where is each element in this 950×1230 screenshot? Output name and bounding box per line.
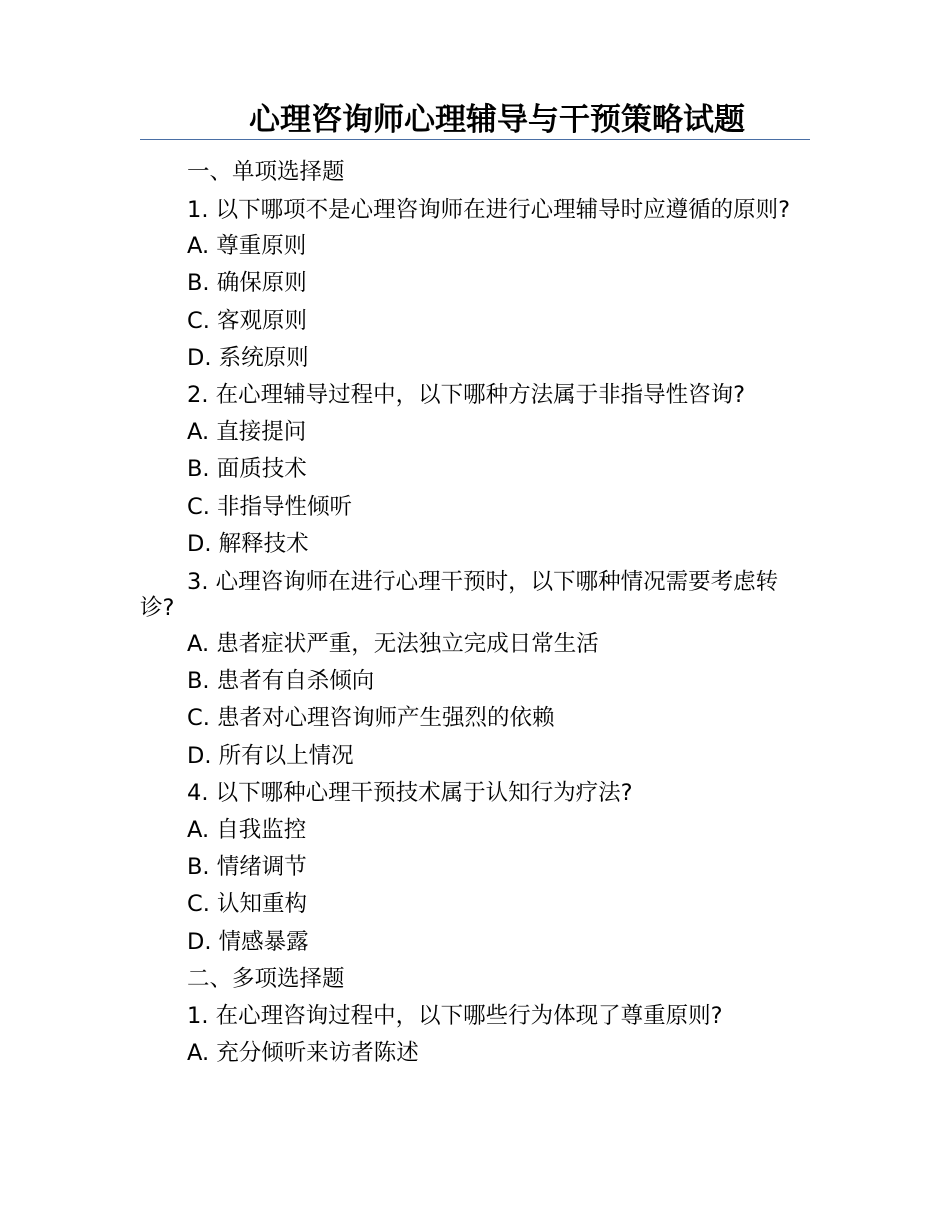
answer-option: A. 自我监控	[187, 817, 307, 844]
answer-option: A. 尊重原则	[187, 233, 307, 260]
answer-option: B. 确保原则	[187, 270, 307, 297]
answer-option: B. 情绪调节	[187, 854, 307, 881]
answer-option: C. 非指导性倾听	[187, 493, 353, 520]
section-heading: 二、多项选择题	[187, 965, 345, 992]
answer-option: A. 直接提问	[187, 419, 307, 446]
document-body	[140, 154, 812, 1072]
answer-option: B. 面质技术	[187, 456, 307, 483]
question-stem: 1. 在心理咨询过程中，以下哪些行为体现了尊重原则?	[187, 1003, 723, 1030]
answer-option: C. 患者对心理咨询师产生强烈的依赖	[187, 705, 555, 732]
question-stem: 3. 心理咨询师在进行心理干预时，以下哪种情况需要考虑转诊?	[140, 569, 779, 622]
question-stem: 1. 以下哪项不是心理咨询师在进行心理辅导时应遵循的原则?	[187, 197, 791, 224]
answer-option: D. 所有以上情况	[187, 742, 354, 769]
answer-option: B. 患者有自杀倾向	[187, 668, 375, 695]
answer-option: A. 充分倾听来访者陈述	[187, 1040, 419, 1067]
answer-option: C. 认知重构	[187, 891, 308, 918]
question-stem: 4. 以下哪种心理干预技术属于认知行为疗法?	[187, 779, 633, 806]
document-title: 心理咨询师心理辅导与干预策略试题	[249, 102, 745, 138]
question-stem: 2. 在心理辅导过程中，以下哪种方法属于非指导性咨询?	[187, 382, 746, 409]
answer-option: D. 解释技术	[187, 530, 309, 557]
title-underline	[140, 139, 810, 140]
answer-option: A. 患者症状严重，无法独立完成日常生活	[187, 631, 599, 658]
answer-option: D. 情感暴露	[187, 928, 309, 955]
section-heading: 一、单项选择题	[187, 159, 345, 185]
answer-option: D. 系统原则	[187, 344, 309, 371]
answer-option: C. 客观原则	[187, 307, 308, 334]
